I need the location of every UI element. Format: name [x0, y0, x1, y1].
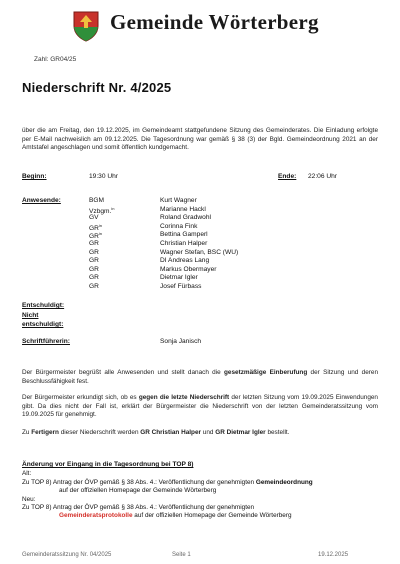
attendee-name: Roland Gradwohl [160, 214, 211, 222]
attendee-name: Kurt Wagner [160, 197, 197, 204]
attendee-name: DI Andreas Lang [160, 257, 210, 265]
attendee-role: GR [89, 274, 99, 282]
attendee-role: GR [89, 248, 99, 256]
attendee-role-suffix: in [111, 205, 115, 211]
attendee-role: BGM [89, 197, 105, 204]
attendee-name: Bettina Gamperl [160, 231, 208, 239]
attendee-name: Wagner Stefan, BSC (WU) [160, 248, 239, 256]
attendees-label: Anwesende: [22, 197, 61, 204]
document-title: Niederschrift Nr. 4/2025 [22, 80, 172, 95]
attendee-name: Markus Obermayer [160, 265, 217, 273]
agenda-change-heading: Änderung vor Eingang in die Tagesordnung bei TOP 8) [22, 461, 194, 468]
excused-label: Entschuldigt: [22, 302, 65, 309]
end-label: Ende: [278, 173, 297, 180]
attendee-name: Corinna Fink [160, 222, 198, 230]
footer-left: Gemeinderatssitzung Nr. 04/2025 [22, 552, 112, 558]
attendee-name: Dietmar Igler [160, 274, 198, 282]
attendee-name: Josef Fürbass [160, 283, 202, 290]
footer-page: Seite 1 [172, 552, 191, 558]
previous-minutes-paragraph: Der Bürgermeister erkundigt sich, ob es gegen die letzte Niederschrift der letzten Sitzung vom 19.09.2025 Einwendungen gibt. Da dies nicht der Fall ist, erklärt der Bürgermeister die Niederschrift von der letzten Gemeinderatssitzung vom 19.09.2025 für genehmigt. [22, 394, 378, 419]
attendee-role-suffix: in [98, 231, 103, 237]
end-value: 22:06 Uhr [308, 173, 337, 180]
unexcused-label-line2: entschuldigt: [22, 321, 64, 328]
attendee-role: $GR^{in}$ [89, 231, 103, 241]
footer-date: 19.12.2025 [318, 552, 349, 558]
attendee-role-suffix: in [98, 222, 103, 228]
agenda-old-label: Alt: [22, 470, 32, 477]
agenda-new-label: Neu: [22, 496, 36, 503]
attendee-role: GR [89, 283, 99, 290]
attendee-role: Vzbgm.$^{in}$ [89, 205, 115, 215]
begin-label: Beginn: [22, 173, 47, 180]
minutes-taker-name: Sonja Janisch [160, 338, 202, 345]
reference-number: Zahl: GR04/25 [34, 56, 77, 63]
attendee-role: GR [89, 240, 99, 247]
minutes-taker-label: Schriftführerin: [22, 338, 70, 345]
welcome-paragraph: Der Bürgermeister begrüßt alle Anwesenden und stellt danach die gesetzmäßige Einberufung der Sitzung und deren Beschlussfähigkeit fest. [22, 369, 379, 385]
attendee-role: $GR^{in}$ [89, 222, 103, 232]
agenda-old-line2: auf der offiziellen Homepage der Gemeinde Wörterberg [59, 487, 217, 494]
intro-paragraph: über die am Freitag, den 19.12.2025, im Gemeindeamt stattgefundene Sitzung des Gemeinderates. Die Einladung erfolgte per E-Mail nachweislich am 09.12.2025. Die Tagesordnung war gemäß § 38 (3) der Bgld. Gemeindeordnung 2021 an der Amtstafel angeschlagen und somit öffentlich kundgemacht. [22, 127, 378, 152]
begin-value: 19:30 Uhr [89, 173, 118, 180]
agenda-new-line2: Gemeinderatsprotokolle auf der offiziellen Homepage der Gemeinde Wörterberg [59, 512, 292, 519]
agenda-old-line1: Zu TOP 8) Antrag der ÖVP gemäß § 38 Abs. 4.: Veröffentlichung der genehmigten Gemeindeordnung [22, 479, 313, 486]
attendee-role: GV [89, 214, 99, 222]
coat-of-arms-icon [72, 10, 100, 42]
attendee-name: Marianne Hackl [160, 205, 206, 213]
unexcused-label-line1: Nicht [22, 312, 39, 319]
attendee-role: GR [89, 257, 99, 265]
agenda-new-line1: Zu TOP 8) Antrag der ÖVP gemäß § 38 Abs. 4.: Veröffentlichung der genehmigten [22, 504, 255, 511]
municipality-name: Gemeinde Wörterberg [110, 10, 319, 34]
attendee-name: Christian Halper [160, 240, 208, 247]
signatories-paragraph: Zu Fertigern dieser Niederschrift werden GR Christian Halper und GR Dietmar Igler bestellt. [22, 429, 290, 436]
attendee-role: GR [89, 265, 99, 273]
